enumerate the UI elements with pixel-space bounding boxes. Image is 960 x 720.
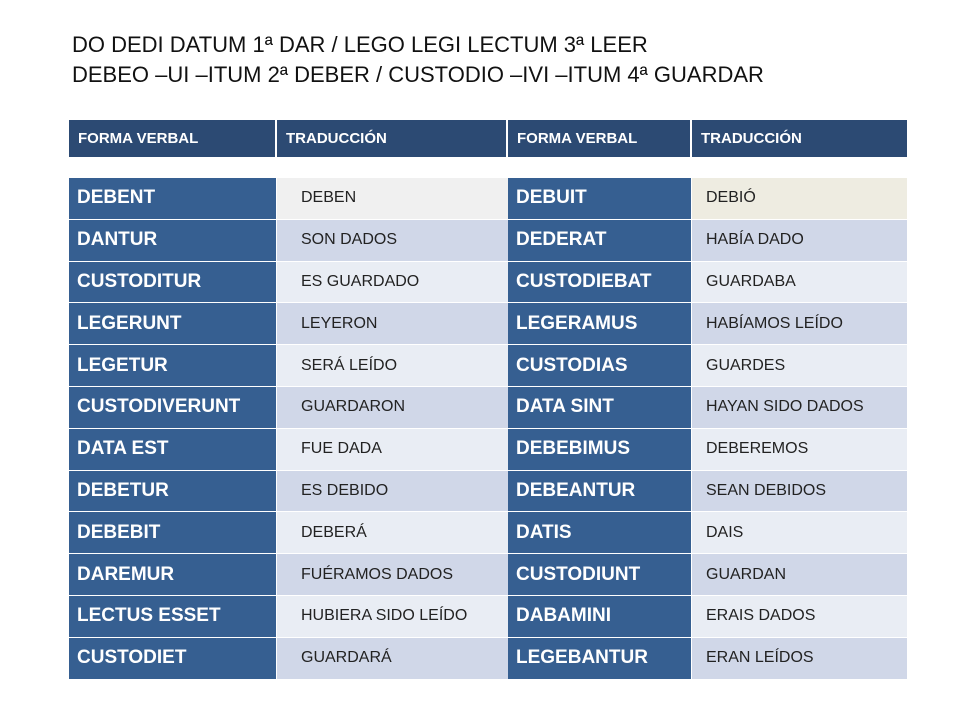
translation-text: SEAN DEBIDOS: [706, 481, 827, 499]
translation-cell: [277, 345, 508, 386]
translation-text: DAIS: [706, 523, 744, 541]
translation-cell: [277, 178, 508, 219]
header-traduccion-2: TRADUCCIÓN: [701, 130, 802, 147]
verb-form-cell: CUSTODITUR: [69, 262, 277, 303]
translation-text: GUARDES: [706, 356, 786, 374]
translation-cell: [277, 638, 508, 679]
verb-form-cell: LEGERAMUS: [508, 303, 692, 344]
table-header: [69, 120, 907, 157]
verb-form-cell: CUSTODIUNT: [508, 554, 692, 595]
table-row: [69, 220, 907, 262]
verb-form-cell: DABAMINI: [508, 596, 692, 637]
translation-cell: [692, 471, 907, 512]
table-row: [69, 638, 907, 680]
translation-text: DEBERÁ: [301, 523, 367, 541]
translation-cell: [277, 512, 508, 553]
translation-cell: [692, 220, 907, 261]
table-row: [69, 387, 907, 429]
verb-form-cell: LECTUS ESSET: [69, 596, 277, 637]
verb-form-cell: DAREMUR: [69, 554, 277, 595]
verb-form-cell: LEGERUNT: [69, 303, 277, 344]
translation-cell: [277, 303, 508, 344]
translation-cell: [277, 220, 508, 261]
translation-text: HABÍA DADO: [706, 231, 804, 249]
table-row: [69, 596, 907, 638]
translation-cell: [277, 262, 508, 303]
table-row: [69, 471, 907, 513]
verb-form-cell: DATA SINT: [508, 387, 692, 428]
verb-form-cell: DEBEBIT: [69, 512, 277, 553]
translation-text: HAYAN SIDO DADOS: [706, 398, 864, 416]
translation-cell: [692, 345, 907, 386]
verb-form-cell: DEBEANTUR: [508, 471, 692, 512]
translation-cell: [277, 429, 508, 470]
translation-cell: [692, 387, 907, 428]
verb-form-cell: CUSTODIAS: [508, 345, 692, 386]
translation-cell: [277, 596, 508, 637]
translation-cell: [692, 596, 907, 637]
table-row: [69, 554, 907, 596]
slide-title: [72, 30, 764, 90]
verb-form-cell: DEDERAT: [508, 220, 692, 261]
verb-form-cell: DEBENT: [69, 178, 277, 219]
verb-form-cell: DATIS: [508, 512, 692, 553]
verb-form-cell: DEBEBIMUS: [508, 429, 692, 470]
translation-cell: [692, 262, 907, 303]
translation-cell: [692, 638, 907, 679]
verb-form-cell: CUSTODIEBAT: [508, 262, 692, 303]
translation-text: ERAN LEÍDOS: [706, 649, 814, 667]
translation-cell: [277, 554, 508, 595]
verb-form-cell: LEGETUR: [69, 345, 277, 386]
translation-text: GUARDARON: [301, 398, 406, 416]
header-forma-verbal-2: FORMA VERBAL: [508, 120, 692, 157]
translation-cell: [692, 512, 907, 553]
translation-text: HUBIERA SIDO LEÍDO: [301, 607, 468, 625]
title-line-1: DO DEDI DATUM 1ª DAR / LEGO LEGI LECTUM 3ª LEER: [72, 32, 648, 57]
table-row: [69, 512, 907, 554]
translation-text: DEBIÓ: [706, 189, 756, 207]
verb-form-cell: DATA EST: [69, 429, 277, 470]
translation-text: GUARDARÁ: [301, 649, 392, 667]
verb-form-cell: DEBUIT: [508, 178, 692, 219]
verb-form-cell: DANTUR: [69, 220, 277, 261]
verb-form-cell: CUSTODIET: [69, 638, 277, 679]
translation-cell: [692, 178, 907, 219]
translation-cell: [692, 554, 907, 595]
header-forma-verbal-1: FORMA VERBAL: [69, 120, 277, 157]
verb-form-cell: LEGEBANTUR: [508, 638, 692, 679]
translation-text: HABÍAMOS LEÍDO: [706, 314, 843, 332]
translation-cell: [692, 303, 907, 344]
translation-text: FUÉRAMOS DADOS: [301, 565, 454, 583]
verb-form-cell: CUSTODIVERUNT: [69, 387, 277, 428]
translation-cell: [277, 471, 508, 512]
table-row: [69, 429, 907, 471]
translation-text: GUARDABA: [706, 272, 796, 290]
translation-cell: [692, 429, 907, 470]
translation-text: DEBEREMOS: [706, 440, 809, 458]
table-row: [69, 303, 907, 345]
translation-text: ES DEBIDO: [301, 481, 389, 499]
translation-text: SON DADOS: [301, 231, 398, 249]
translation-text: ES GUARDADO: [301, 272, 420, 290]
translation-text: DEBEN: [301, 189, 357, 207]
table-row: [69, 345, 907, 387]
translation-text: SERÁ LEÍDO: [301, 356, 398, 374]
table-row: [69, 178, 907, 220]
title-line-2: DEBEO –UI –ITUM 2ª DEBER / CUSTODIO –IVI –ITUM 4ª GUARDAR: [72, 62, 764, 87]
verb-table: [69, 178, 907, 680]
table-row: [69, 262, 907, 304]
translation-text: GUARDAN: [706, 565, 787, 583]
header-traduccion-1: TRADUCCIÓN: [277, 120, 508, 157]
translation-text: ERAIS DADOS: [706, 607, 816, 625]
verb-form-cell: DEBETUR: [69, 471, 277, 512]
translation-text: LEYERON: [301, 314, 378, 332]
translation-cell: [277, 387, 508, 428]
translation-text: FUE DADA: [301, 440, 382, 458]
